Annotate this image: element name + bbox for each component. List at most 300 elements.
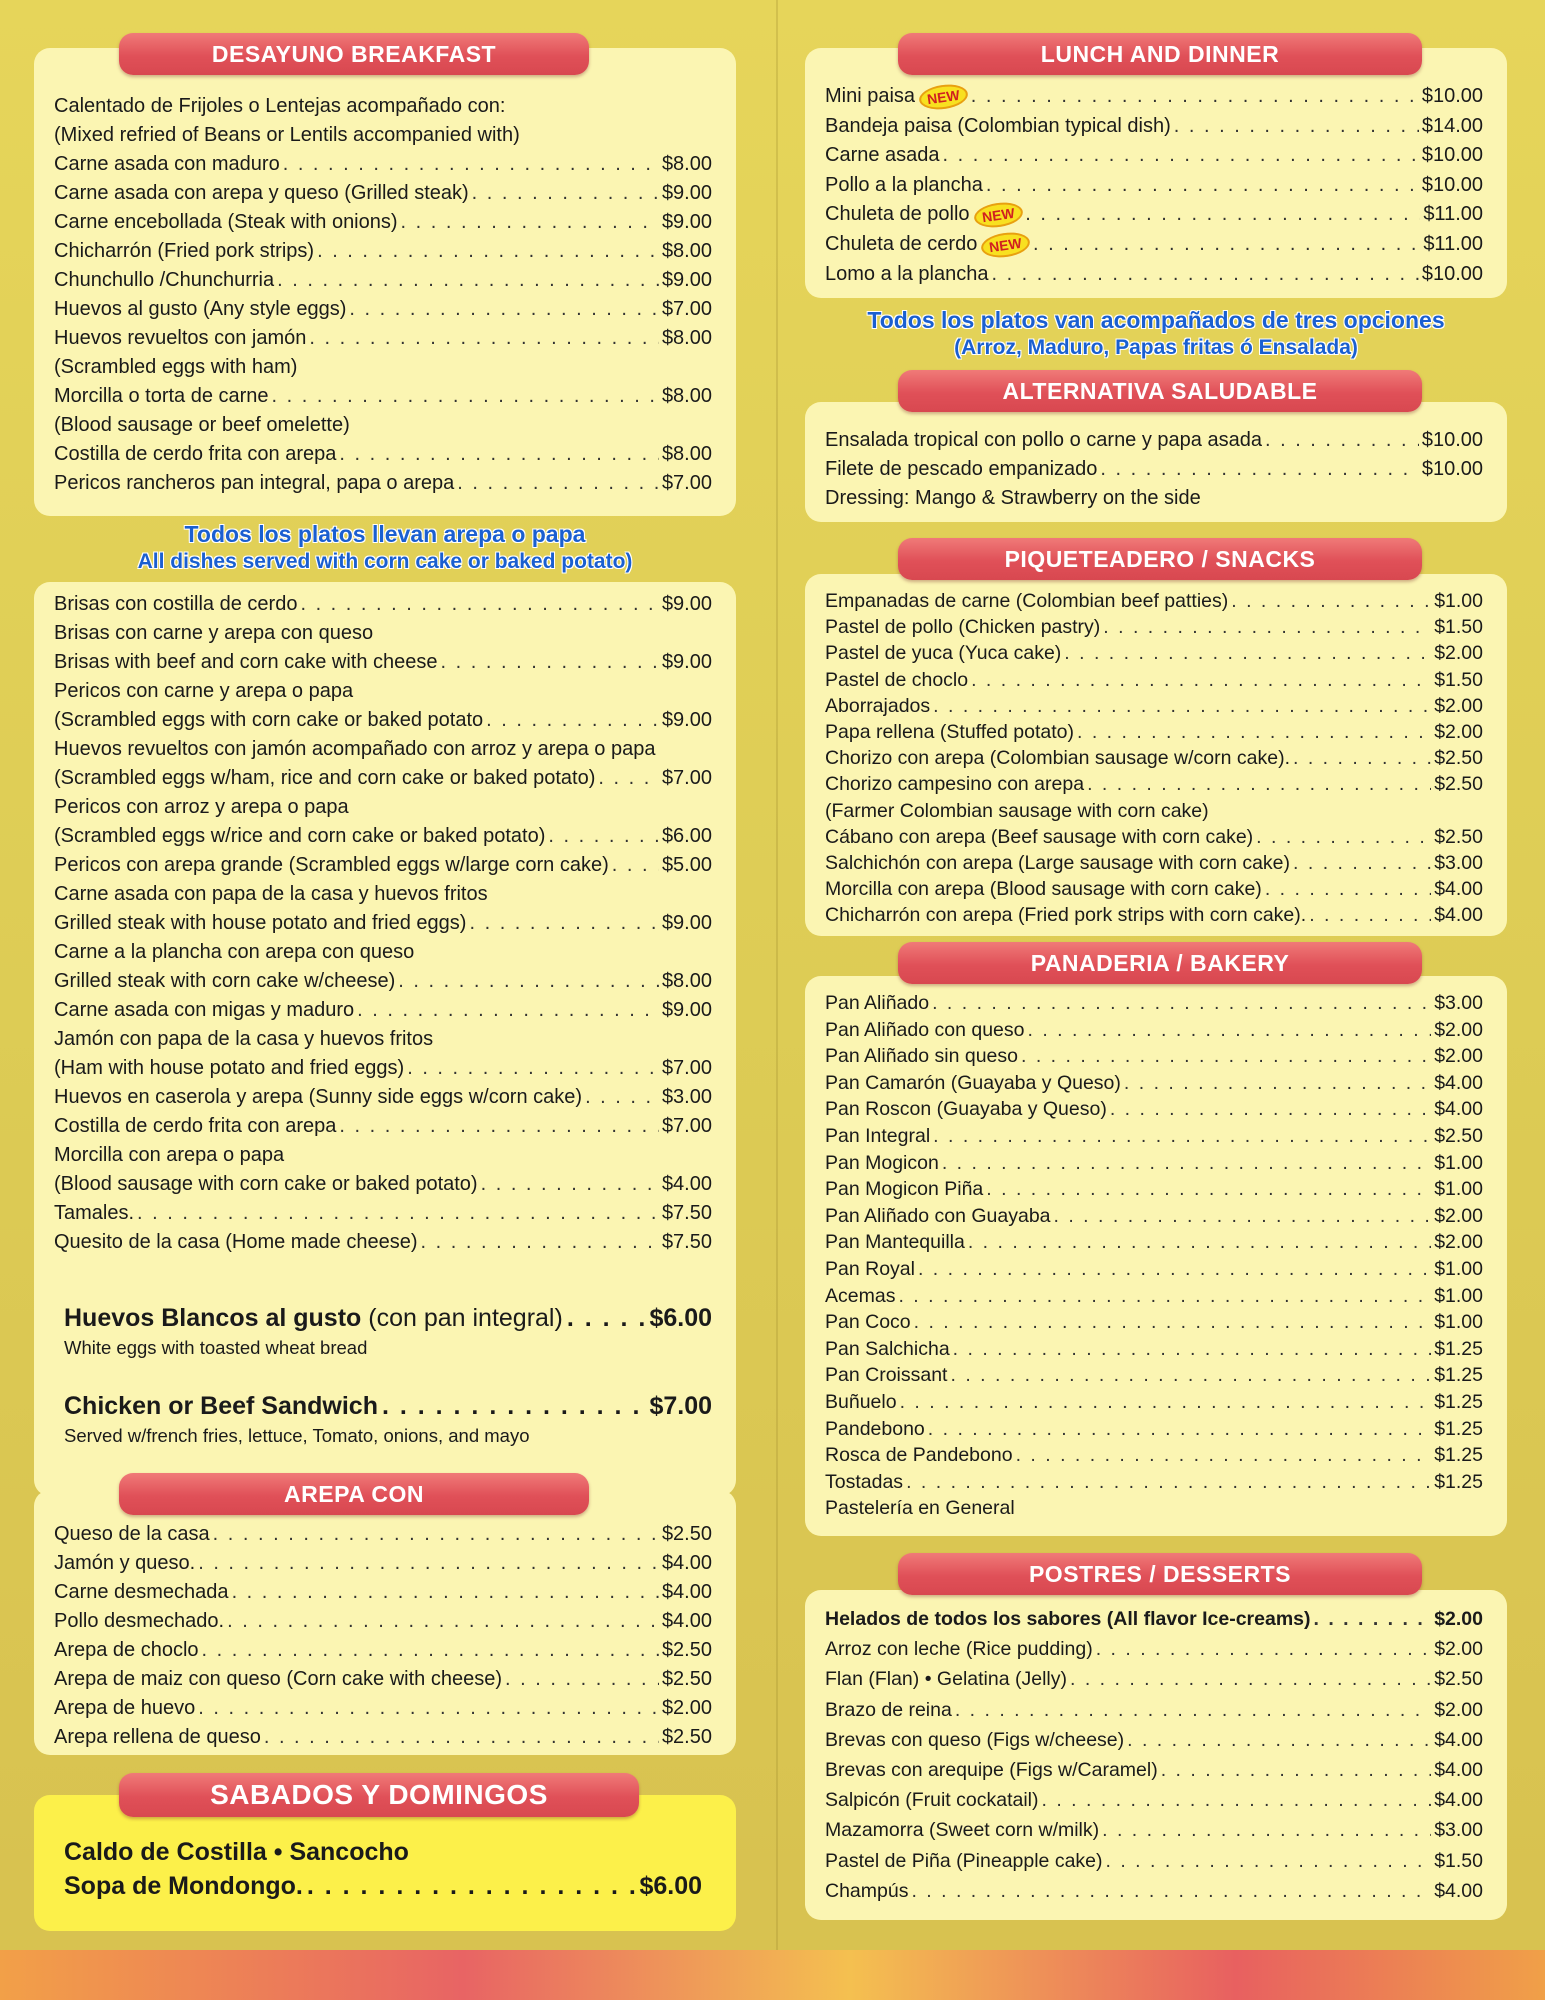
- lunch-item-price: $14.00: [1421, 114, 1483, 137]
- lunch-item: [825, 200, 1483, 230]
- desserts-items: [825, 1604, 1483, 1906]
- snacks-item-name: Pastel de yuca (Yuca cake): [825, 642, 1062, 665]
- special-eggs-extra: (con pan integral): [368, 1304, 563, 1332]
- snacks-item-name: Papa rellena (Stuffed potato): [825, 720, 1074, 743]
- leader-dots: [1256, 824, 1431, 850]
- bakery-item-price: $2.50: [1434, 1124, 1483, 1147]
- arepa-item-name: Arepa de maiz con queso (Corn cake with cheese): [54, 1668, 503, 1690]
- leader-dots: [300, 590, 658, 619]
- snacks-item: [825, 614, 1483, 640]
- desserts-item: [825, 1785, 1483, 1815]
- leader-dots: [283, 150, 659, 179]
- combos-item-name: Quesito de la casa (Home made cheese): [54, 1231, 418, 1253]
- lunch-item-price: $10.00: [1421, 144, 1483, 167]
- lunch-note: [805, 306, 1507, 362]
- arepa-item-price: $4.00: [661, 1552, 712, 1574]
- combos-item: [54, 619, 712, 648]
- lunch-note-1: Todos los platos van acompañados de tres opciones: [867, 307, 1445, 333]
- snacks-item: [825, 771, 1483, 797]
- desserts-item-name: Salpicón (Fruit cockatail): [825, 1789, 1039, 1812]
- bakery-item: [825, 1176, 1483, 1203]
- lunch-list: [825, 82, 1483, 289]
- leader-dots: [900, 1389, 1432, 1416]
- desserts-item-price: $4.00: [1434, 1758, 1483, 1781]
- bakery-item-name: Pan Camarón (Guayaba y Queso): [825, 1071, 1121, 1094]
- lunch-item: [825, 141, 1483, 171]
- combos-item-price: $9.00: [661, 651, 712, 673]
- breakfast-item: [54, 382, 712, 411]
- desserts-item-price: $2.00: [1434, 1698, 1483, 1721]
- arepa-item: [54, 1723, 712, 1752]
- leader-dots: [1124, 1070, 1431, 1097]
- leader-dots: [1174, 112, 1419, 142]
- leader-dots: [1028, 1017, 1432, 1044]
- healthy-item-price: $10.00: [1421, 429, 1483, 451]
- leader-dots: [943, 141, 1419, 171]
- bakery-item-name: Pan Coco: [825, 1311, 911, 1334]
- lunch-item: [825, 112, 1483, 142]
- bakery-item: [825, 1017, 1483, 1044]
- snacks-panel: [805, 574, 1507, 936]
- arepa-list: [54, 1520, 712, 1752]
- bakery-item-name: Pan Salchicha: [825, 1337, 950, 1360]
- combos-item: [54, 996, 712, 1025]
- desserts-item: [825, 1876, 1483, 1906]
- breakfast-item-price: $7.00: [661, 472, 712, 494]
- snacks-item-price: $2.00: [1434, 642, 1483, 665]
- breakfast-item-name: (Blood sausage or beef omelette): [54, 414, 350, 436]
- lunch-item-name: Lomo a la plancha: [825, 262, 989, 285]
- leader-dots: [950, 1362, 1431, 1389]
- snacks-item: [825, 745, 1483, 771]
- breakfast-item: [54, 353, 712, 382]
- desserts-item-price: $2.50: [1434, 1668, 1483, 1691]
- combos-item-price: $9.00: [661, 709, 712, 731]
- combos-item-name: Brisas with beef and corn cake with cheese: [54, 651, 438, 673]
- desserts-item: [825, 1846, 1483, 1876]
- leader-dots: [1087, 771, 1431, 797]
- leader-dots: [1265, 426, 1419, 455]
- leader-dots: [1293, 745, 1431, 771]
- desserts-item-name: Champús: [825, 1879, 909, 1902]
- new-badge: NEW: [980, 230, 1032, 261]
- combos-item: [54, 706, 712, 735]
- desserts-item-price: $3.00: [1434, 1819, 1483, 1842]
- snacks-item: [825, 902, 1483, 928]
- bakery-item: [825, 1123, 1483, 1150]
- bakery-item-price: $4.00: [1434, 1098, 1483, 1121]
- bakery-item-price: $1.00: [1434, 1311, 1483, 1334]
- combos-item-price: $9.00: [661, 999, 712, 1021]
- leader-dots: [357, 996, 659, 1025]
- bakery-item-name: Pan Mantequilla: [825, 1231, 965, 1254]
- bakery-item-name: Pan Aliñado sin queso: [825, 1045, 1018, 1068]
- leader-dots: [1021, 1043, 1431, 1070]
- special-eggs-name: Huevos Blancos al gusto: [64, 1304, 362, 1332]
- desserts-item-name: Pastel de Piña (Pineapple cake): [825, 1849, 1103, 1872]
- breakfast-item: [54, 150, 712, 179]
- desserts-item-name: Helados de todos los sabores (All flavor Ice-creams): [825, 1608, 1311, 1630]
- bakery-item-name: Rosca de Pandebono: [825, 1444, 1013, 1467]
- bakery-item-price: $1.25: [1434, 1337, 1483, 1360]
- breakfast-item-name: (Scrambled eggs with ham): [54, 356, 298, 378]
- leader-dots: [421, 1228, 659, 1257]
- bakery-item: [825, 1256, 1483, 1283]
- bakery-item-name: Pan Mogicon Piña: [825, 1178, 984, 1201]
- healthy-title: ALTERNATIVA SALUDABLE: [898, 370, 1422, 412]
- leader-dots: [914, 1309, 1432, 1336]
- arepa-items: [54, 1520, 712, 1752]
- snacks-item-price: $2.00: [1434, 720, 1483, 743]
- leader-dots: [137, 1199, 659, 1228]
- leader-dots: [918, 1256, 1431, 1283]
- breakfast-list: [54, 92, 712, 498]
- leader-dots: [1096, 1634, 1431, 1664]
- desserts-item: [825, 1815, 1483, 1845]
- leader-dots: [1110, 1096, 1431, 1123]
- snacks-item-name: Empanadas de carne (Colombian beef patties): [825, 590, 1229, 612]
- combos-item-name: Pericos con arepa grande (Scrambled eggs w/large corn cake): [54, 854, 609, 876]
- healthy-item-price: $10.00: [1421, 458, 1483, 480]
- bakery-item-name: Acemas: [825, 1284, 896, 1307]
- snacks-item-name: Chorizo campesino con arepa: [825, 773, 1085, 796]
- combos-item: [54, 1025, 712, 1054]
- leader-dots: [1265, 876, 1431, 902]
- breakfast-item-price: $8.00: [661, 385, 712, 407]
- lunch-item-name: Chuleta de pollo: [825, 203, 970, 226]
- combos-item: [54, 1054, 712, 1083]
- lunch-item-name: Bandeja paisa (Colombian typical dish): [825, 114, 1171, 137]
- bakery-item: [825, 1336, 1483, 1363]
- leader-dots: [1161, 1755, 1431, 1785]
- leader-dots: [213, 1520, 659, 1549]
- snacks-item-price: $1.50: [1434, 616, 1483, 639]
- leader-dots: [933, 1123, 1431, 1150]
- leader-dots: [1054, 1203, 1432, 1230]
- arepa-item-price: $4.00: [661, 1581, 712, 1603]
- lunch-item-name: Pollo a la plancha: [825, 173, 983, 196]
- leader-dots: [1064, 640, 1431, 666]
- combos-item: [54, 1199, 712, 1228]
- leader-dots: [942, 1150, 1431, 1177]
- leader-dots: [1102, 1815, 1431, 1845]
- leader-dots: [202, 1636, 659, 1665]
- combos-item: [54, 967, 712, 996]
- arepa-item: [54, 1636, 712, 1665]
- special-eggs: [64, 1304, 712, 1359]
- leader-dots: [1127, 1725, 1431, 1755]
- bakery-item-price: $1.00: [1434, 1284, 1483, 1307]
- new-badge: NEW: [972, 200, 1024, 231]
- lunch-item: [825, 230, 1483, 260]
- breakfast-item: [54, 179, 712, 208]
- leader-dots: [1016, 1442, 1432, 1469]
- desserts-item-name: Mazamorra (Sweet corn w/milk): [825, 1819, 1100, 1842]
- leader-dots: [971, 82, 1419, 112]
- arepa-item-price: $4.00: [661, 1610, 712, 1632]
- breakfast-item-price: $8.00: [661, 153, 712, 175]
- snacks-items: [825, 588, 1483, 928]
- combos-item-name: Grilled steak with corn cake w/cheese): [54, 970, 396, 992]
- arepa-title: AREPA CON: [119, 1473, 589, 1515]
- bakery-item-price: $2.00: [1434, 1045, 1483, 1068]
- desserts-item-price: $1.50: [1434, 1849, 1483, 1872]
- breakfast-item: [54, 266, 712, 295]
- lunch-item-name: Mini paisa: [825, 85, 916, 107]
- combos-item-price: $7.00: [661, 767, 712, 789]
- leader-dots: [1231, 588, 1431, 614]
- arepa-item-price: $2.50: [661, 1726, 712, 1748]
- combos-item-name: Pericos con carne y arepa o papa: [54, 680, 354, 702]
- snacks-item: [825, 850, 1483, 876]
- special-sandwich-name: Chicken or Beef Sandwich: [64, 1392, 378, 1420]
- bakery-item-price: $1.00: [1434, 1257, 1483, 1280]
- leader-dots: [1077, 719, 1431, 745]
- leader-dots: [971, 667, 1431, 693]
- leader-dots: [1100, 455, 1418, 484]
- combos-item-price: $7.00: [661, 1057, 712, 1079]
- lunch-item-name: Chuleta de cerdo: [825, 232, 978, 255]
- lunch-item-price: $11.00: [1423, 232, 1483, 255]
- leader-dots: [272, 382, 659, 411]
- combos-item-price: $3.00: [661, 1086, 712, 1108]
- combos-items: [54, 590, 712, 1257]
- leader-dots: [472, 179, 659, 208]
- breakfast-item-name: Carne encebollada (Steak with onions): [54, 211, 398, 233]
- snacks-item: [825, 876, 1483, 902]
- leader-dots: [911, 1876, 1431, 1906]
- arepa-item-name: Arepa de choclo: [54, 1639, 199, 1661]
- leader-dots: [1025, 200, 1420, 230]
- leader-dots: [398, 967, 659, 996]
- bakery-item-price: $1.25: [1434, 1364, 1483, 1387]
- bakery-item: [825, 1096, 1483, 1123]
- leader-dots: [585, 1083, 659, 1112]
- bakery-item-name: Pan Aliñado: [825, 992, 930, 1014]
- bakery-item: [825, 1495, 1483, 1522]
- snacks-item-name: Chicharrón con arepa (Fried pork strips with corn cake).: [825, 904, 1307, 927]
- combos-item-name: Morcilla con arepa o papa: [54, 1144, 285, 1166]
- combos-item-name: Jamón con papa de la casa y huevos fritos: [54, 1028, 434, 1050]
- special-sandwich-sub: Served w/french fries, lettuce, Tomato, onions, and mayo: [64, 1425, 530, 1446]
- desserts-item-name: Arroz con leche (Rice pudding): [825, 1638, 1093, 1661]
- snacks-item-price: $3.00: [1434, 851, 1483, 874]
- arepa-item: [54, 1694, 712, 1723]
- snacks-item-price: $1.50: [1434, 668, 1483, 691]
- snacks-item: [825, 798, 1483, 824]
- leader-dots: [349, 295, 659, 324]
- desserts-item: [825, 1695, 1483, 1725]
- breakfast-item-name: Chicharrón (Fried pork strips): [54, 240, 315, 262]
- combos-item-name: (Blood sausage with corn cake or baked potato): [54, 1173, 478, 1195]
- arepa-item: [54, 1520, 712, 1549]
- combos-item-price: $9.00: [661, 912, 712, 934]
- desserts-item-name: Brevas con arequipe (Figs w/Caramel): [825, 1758, 1158, 1781]
- desserts-list: [825, 1604, 1483, 1906]
- breakfast-item-name: Chunchullo /Chunchurria: [54, 269, 275, 291]
- special-sandwich-price: $7.00: [649, 1392, 712, 1420]
- lunch-item-name: Carne asada: [825, 144, 940, 167]
- leader-dots: [401, 208, 659, 237]
- lunch-panel: [805, 48, 1507, 298]
- bakery-item-name: Buñuelo: [825, 1390, 897, 1413]
- leader-dots: [457, 469, 659, 498]
- combos-item-price: $7.50: [661, 1231, 712, 1253]
- combos-item: [54, 1112, 712, 1141]
- combos-item: [54, 851, 712, 880]
- bakery-item-price: $2.00: [1434, 1231, 1483, 1254]
- snacks-item-price: $2.50: [1434, 825, 1483, 848]
- arepa-item: [54, 1607, 712, 1636]
- leader-dots: [953, 1336, 1432, 1363]
- snacks-item-price: $2.50: [1434, 747, 1483, 770]
- combos-item-price: $9.00: [661, 593, 712, 615]
- combos-item: [54, 590, 712, 619]
- breakfast-item: [54, 440, 712, 469]
- snacks-item: [825, 667, 1483, 693]
- combos-item: [54, 1083, 712, 1112]
- healthy-panel: [805, 402, 1507, 522]
- weekend-price: $6.00: [639, 1872, 702, 1900]
- combos-item: [54, 764, 712, 793]
- leader-dots: [906, 1469, 1431, 1496]
- leader-dots: [598, 764, 659, 793]
- combos-item: [54, 1228, 712, 1257]
- arepa-item-price: $2.50: [661, 1523, 712, 1545]
- combos-panel: [34, 582, 736, 1496]
- arepa-item: [54, 1578, 712, 1607]
- leader-dots: [932, 990, 1431, 1017]
- snacks-item-name: Pastel de choclo: [825, 668, 969, 691]
- healthy-item-name: Dressing: Mango & Strawberry on the side: [825, 487, 1201, 509]
- combos-item: [54, 822, 712, 851]
- combos-item: [54, 735, 712, 764]
- lunch-note-2: (Arroz, Maduro, Papas fritas ó Ensalada): [954, 336, 1358, 359]
- leader-dots: [277, 266, 659, 295]
- leader-dots: [612, 851, 659, 880]
- weekend-line1: Caldo de Costilla • Sancocho: [64, 1838, 409, 1866]
- bakery-item: [825, 1469, 1483, 1496]
- breakfast-item-name: Carne asada con maduro: [54, 153, 280, 175]
- bakery-item-price: $1.25: [1434, 1470, 1483, 1493]
- snacks-item: [825, 588, 1483, 614]
- breakfast-item-price: $9.00: [661, 269, 712, 291]
- combos-item: [54, 677, 712, 706]
- leader-dots: [227, 1607, 659, 1636]
- arepa-item-name: Pollo desmechado.: [54, 1610, 225, 1632]
- snacks-item-name: Pastel de pollo (Chicken pastry): [825, 616, 1101, 639]
- bakery-item-name: Pastelería en General: [825, 1497, 1015, 1520]
- snacks-item-name: Salchichón con arepa (Large sausage with corn cake): [825, 851, 1291, 874]
- combos-item-name: (Ham with house potato and fried eggs): [54, 1057, 405, 1079]
- bakery-item-name: Pan Croissant: [825, 1364, 948, 1387]
- breakfast-item: [54, 411, 712, 440]
- breakfast-title: DESAYUNO BREAKFAST: [119, 33, 589, 75]
- combos-item-name: Brisas con carne y arepa con queso: [54, 622, 374, 644]
- lunch-item-price: $10.00: [1421, 262, 1483, 285]
- special-sandwich: [64, 1392, 712, 1447]
- bakery-item-price: $1.25: [1434, 1390, 1483, 1413]
- healthy-item: [825, 484, 1483, 513]
- leader-dots: [1103, 614, 1431, 640]
- bakery-panel: [805, 976, 1507, 1536]
- bakery-item: [825, 1362, 1483, 1389]
- bakery-title: PANADERIA / BAKERY: [898, 942, 1422, 984]
- leader-dots: [1293, 850, 1431, 876]
- leader-dots: [481, 1170, 659, 1199]
- bakery-items: [825, 990, 1483, 1522]
- bakery-item-name: Pan Roscon (Guayaba y Queso): [825, 1098, 1107, 1121]
- bakery-item-price: $4.00: [1434, 1071, 1483, 1094]
- leader-dots: [986, 1176, 1431, 1203]
- combos-item-name: Brisas con costilla de cerdo: [54, 593, 298, 615]
- leader-dots: [928, 1416, 1431, 1443]
- leader-dots: [898, 1283, 1431, 1310]
- page-fold: [776, 0, 778, 1950]
- breakfast-item: [54, 208, 712, 237]
- bakery-item: [825, 1309, 1483, 1336]
- combos-item-name: (Scrambled eggs with corn cake or baked potato: [54, 709, 484, 731]
- arepa-item-name: Queso de la casa: [54, 1523, 210, 1545]
- snacks-item-price: $4.00: [1434, 904, 1483, 927]
- breakfast-item-price: $9.00: [661, 182, 712, 204]
- desserts-item-price: $4.00: [1434, 1879, 1483, 1902]
- arepa-item: [54, 1549, 712, 1578]
- leader-dots: [339, 440, 659, 469]
- bakery-list: [825, 990, 1483, 1522]
- bakery-item: [825, 1070, 1483, 1097]
- breakfast-item-name: Huevos al gusto (Any style eggs): [54, 298, 347, 320]
- bakery-item-price: $1.00: [1434, 1151, 1483, 1174]
- leader-dots: [1033, 230, 1420, 260]
- arepa-item-price: $2.50: [661, 1639, 712, 1661]
- arepa-item-name: Carne desmechada: [54, 1581, 229, 1603]
- lunch-title: LUNCH AND DINNER: [898, 33, 1422, 75]
- bakery-item-price: $3.00: [1434, 992, 1483, 1014]
- combos-item-name: Costilla de cerdo frita con arepa: [54, 1115, 337, 1137]
- snacks-list: [825, 588, 1483, 928]
- bakery-item: [825, 1442, 1483, 1469]
- snacks-item: [825, 693, 1483, 719]
- breakfast-item-name: Costilla de cerdo frita con arepa: [54, 443, 337, 465]
- breakfast-item-price: $9.00: [661, 211, 712, 233]
- lunch-item-price: $10.00: [1421, 173, 1483, 196]
- leader-dots: [441, 648, 659, 677]
- weekend-line2: Sopa de Mondongo.: [64, 1872, 303, 1900]
- bakery-item: [825, 1416, 1483, 1443]
- combos-item-price: $5.00: [661, 854, 712, 876]
- combos-item: [54, 1170, 712, 1199]
- desserts-item-name: Brazo de reina: [825, 1698, 952, 1721]
- desserts-item: [825, 1634, 1483, 1664]
- breakfast-item-price: $7.00: [661, 298, 712, 320]
- breakfast-item: [54, 295, 712, 324]
- weekend-list: [64, 1835, 702, 1903]
- combos-item: [54, 793, 712, 822]
- desserts-item-price: $2.00: [1434, 1608, 1483, 1630]
- breakfast-note-es: Todos los platos llevan arepa o papa: [184, 521, 586, 547]
- weekend-title: SABADOS Y DOMINGOS: [119, 1773, 639, 1817]
- combos-item-name: Pericos con arroz y arepa o papa: [54, 796, 349, 818]
- arepa-item-name: Jamón y queso.: [54, 1552, 196, 1574]
- breakfast-items: [54, 150, 712, 498]
- snacks-item-name: Cábano con arepa (Beef sausage with corn cake): [825, 825, 1254, 848]
- snacks-item-name: Aborrajados: [825, 694, 931, 717]
- breakfast-item-name: Huevos revueltos con jamón: [54, 327, 307, 349]
- healthy-list: [825, 426, 1483, 513]
- leader-dots: [339, 1112, 659, 1141]
- leader-dots: [1309, 902, 1431, 928]
